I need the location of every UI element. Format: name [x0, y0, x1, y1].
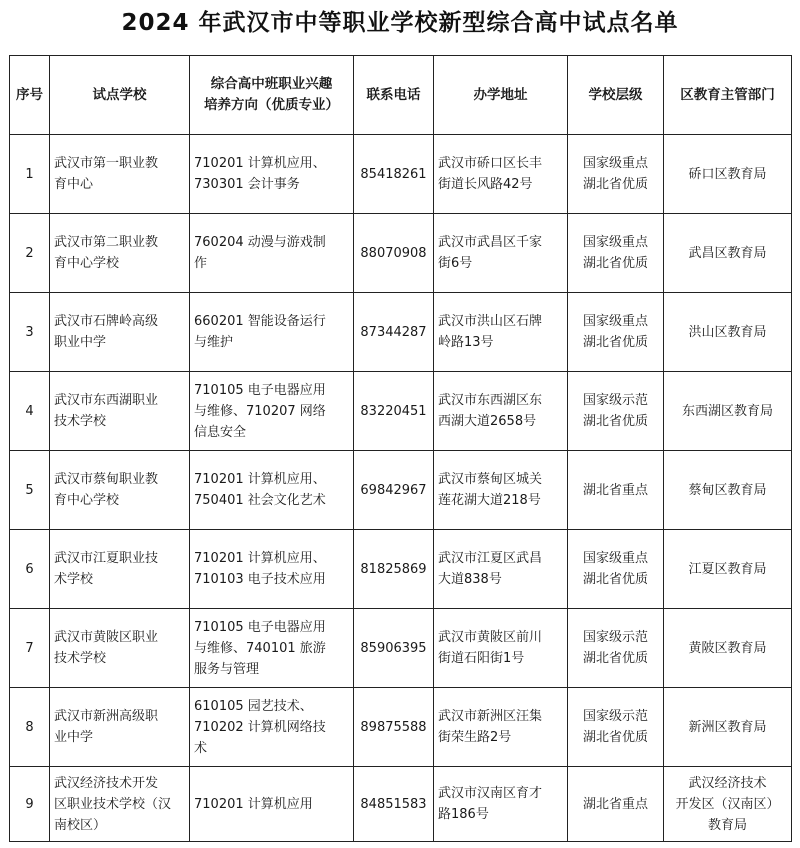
pilot-school-table [9, 55, 792, 842]
cell-address: 武汉市武昌区千家 街6号 [434, 214, 568, 293]
cell-school: 武汉市新洲高级职 业中学 [50, 688, 190, 767]
cell-address: 武汉市黄陂区前川 街道石阳街1号 [434, 609, 568, 688]
header-major: 综合高中班职业兴趣 培养方向（优质专业） [190, 56, 354, 135]
cell-phone: 83220451 [354, 372, 434, 451]
cell-address: 武汉市硚口区长丰 街道长风路42号 [434, 135, 568, 214]
cell-address: 武汉市洪山区石牌 岭路13号 [434, 293, 568, 372]
cell-school: 武汉市江夏职业技 术学校 [50, 530, 190, 609]
cell-department: 蔡甸区教育局 [664, 451, 792, 530]
cell-phone: 87344287 [354, 293, 434, 372]
cell-department: 硚口区教育局 [664, 135, 792, 214]
table-row [10, 214, 792, 293]
cell-level: 国家级示范 湖北省优质 [568, 609, 664, 688]
cell-level: 国家级示范 湖北省优质 [568, 372, 664, 451]
cell-level: 湖北省重点 [568, 451, 664, 530]
cell-phone: 85906395 [354, 609, 434, 688]
table-row [10, 688, 792, 767]
cell-school: 武汉市蔡甸职业教 育中心学校 [50, 451, 190, 530]
cell-address: 武汉市蔡甸区城关 莲花湖大道218号 [434, 451, 568, 530]
cell-index: 9 [10, 767, 50, 842]
cell-index: 7 [10, 609, 50, 688]
cell-level: 国家级重点 湖北省优质 [568, 214, 664, 293]
cell-department: 东西湖区教育局 [664, 372, 792, 451]
cell-major: 610105 园艺技术、 710202 计算机网络技 术 [190, 688, 354, 767]
cell-school: 武汉市东西湖职业 技术学校 [50, 372, 190, 451]
cell-major: 760204 动漫与游戏制 作 [190, 214, 354, 293]
cell-department: 武汉经济技术 开发区（汉南区） 教育局 [664, 767, 792, 842]
cell-level: 湖北省重点 [568, 767, 664, 842]
cell-index: 3 [10, 293, 50, 372]
cell-index: 8 [10, 688, 50, 767]
cell-department: 武昌区教育局 [664, 214, 792, 293]
cell-phone: 69842967 [354, 451, 434, 530]
cell-department: 黄陂区教育局 [664, 609, 792, 688]
table-row [10, 530, 792, 609]
header-level: 学校层级 [568, 56, 664, 135]
cell-major: 710201 计算机应用、 710103 电子技术应用 [190, 530, 354, 609]
cell-major: 710105 电子电器应用 与维修、710207 网络 信息安全 [190, 372, 354, 451]
cell-phone: 89875588 [354, 688, 434, 767]
table-row [10, 767, 792, 842]
cell-index: 5 [10, 451, 50, 530]
cell-level: 国家级重点 湖北省优质 [568, 293, 664, 372]
cell-department: 江夏区教育局 [664, 530, 792, 609]
cell-level: 国家级重点 湖北省优质 [568, 135, 664, 214]
cell-level: 国家级示范 湖北省优质 [568, 688, 664, 767]
cell-school: 武汉市石牌岭高级 职业中学 [50, 293, 190, 372]
cell-address: 武汉市东西湖区东 西湖大道2658号 [434, 372, 568, 451]
table-row [10, 372, 792, 451]
cell-major: 710201 计算机应用、 750401 社会文化艺术 [190, 451, 354, 530]
cell-department: 洪山区教育局 [664, 293, 792, 372]
header-address: 办学地址 [434, 56, 568, 135]
cell-index: 4 [10, 372, 50, 451]
cell-phone: 88070908 [354, 214, 434, 293]
cell-phone: 85418261 [354, 135, 434, 214]
cell-level: 国家级重点 湖北省优质 [568, 530, 664, 609]
page-title: 2024 年武汉市中等职业学校新型综合高中试点名单 [121, 10, 679, 36]
header-school: 试点学校 [50, 56, 190, 135]
cell-address: 武汉市新洲区汪集 街荣生路2号 [434, 688, 568, 767]
cell-index: 6 [10, 530, 50, 609]
table-header-row [10, 56, 792, 135]
cell-school: 武汉市黄陂区职业 技术学校 [50, 609, 190, 688]
header-department: 区教育主管部门 [664, 56, 792, 135]
cell-department: 新洲区教育局 [664, 688, 792, 767]
cell-major: 710105 电子电器应用 与维修、740101 旅游 服务与管理 [190, 609, 354, 688]
cell-address: 武汉市汉南区育才 路186号 [434, 767, 568, 842]
cell-school: 武汉市第二职业教 育中心学校 [50, 214, 190, 293]
cell-school: 武汉经济技术开发 区职业技术学校（汉 南校区） [50, 767, 190, 842]
table-row [10, 293, 792, 372]
cell-major: 660201 智能设备运行 与维护 [190, 293, 354, 372]
header-index: 序号 [10, 56, 50, 135]
cell-phone: 84851583 [354, 767, 434, 842]
table-row [10, 451, 792, 530]
cell-major: 710201 计算机应用、 730301 会计事务 [190, 135, 354, 214]
cell-major: 710201 计算机应用 [190, 767, 354, 842]
cell-index: 1 [10, 135, 50, 214]
table-row [10, 609, 792, 688]
cell-index: 2 [10, 214, 50, 293]
cell-address: 武汉市江夏区武昌 大道838号 [434, 530, 568, 609]
cell-phone: 81825869 [354, 530, 434, 609]
cell-school: 武汉市第一职业教 育中心 [50, 135, 190, 214]
table-row [10, 135, 792, 214]
header-phone: 联系电话 [354, 56, 434, 135]
